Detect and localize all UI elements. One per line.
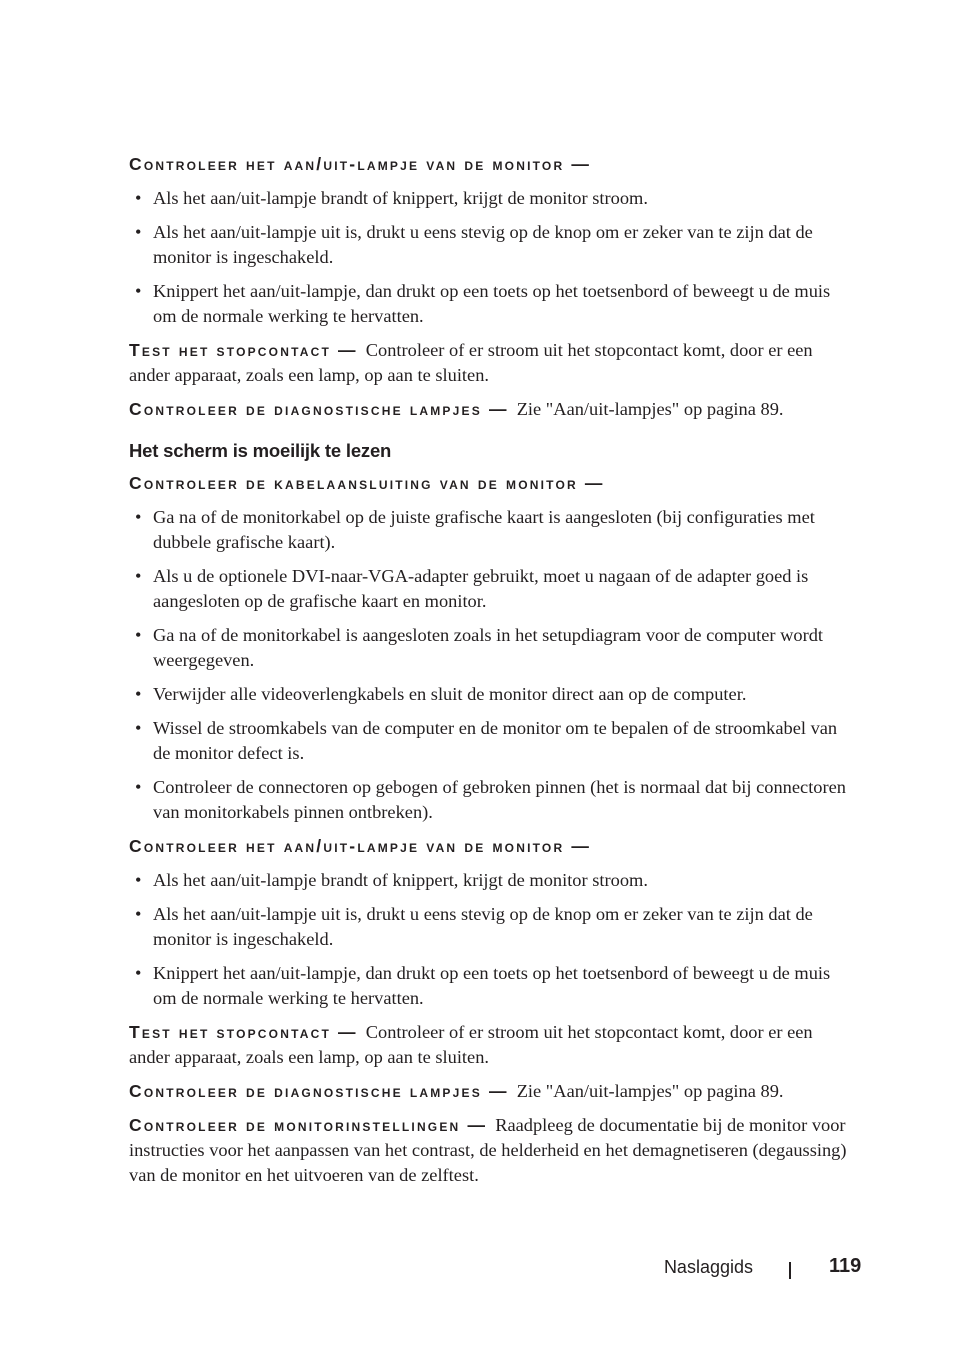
check-diag-lights-paragraph xyxy=(129,397,853,422)
list-item: • Knippert het aan/uit-lampje, dan drukt op een toets op het toetsenbord of beweegt u de muis om de normale werking te hervatten. xyxy=(129,961,853,1011)
power-light-bullet-list-2 xyxy=(129,868,853,1011)
test-outlet-text: Controleer of er stroom uit het stopcontact komt, door er een ander apparaat, zoals een lamp, op aan te sluiten. xyxy=(129,340,813,385)
section-heading: Het scherm is moeilijk te lezen xyxy=(129,440,392,461)
list-item: • Wissel de stroomkabels van de computer en de monitor om te bepalen of de stroomkabel van de monitor defect is. xyxy=(129,716,853,766)
check-cable-label: Controleer de kabelaansluiting van de monitor — xyxy=(129,473,605,493)
test-outlet-paragraph xyxy=(129,338,853,388)
list-item: • Controleer de connectoren op gebogen of gebroken pinnen (het is normaal dat bij connectoren van monitorkabels pinnen ontbreken). xyxy=(129,775,853,825)
list-item: • Ga na of de monitorkabel is aangesloten zoals in het setupdiagram voor de computer wordt weergegeven. xyxy=(129,623,853,673)
list-item: • Als u de optionele DVI-naar-VGA-adapter gebruikt, moet u nagaan of de adapter goed is aangesloten op de grafische kaart en monitor. xyxy=(129,564,853,614)
check-power-light-label: Controleer het aan/uit-lampje van de monitor — xyxy=(129,154,592,174)
list-item: • Knippert het aan/uit-lampje, dan drukt op een toets op het toetsenbord of beweegt u de muis om de normale werking te hervatten. xyxy=(129,279,853,329)
check-settings-text: Raadpleeg de documentatie bij de monitor voor instructies voor het aanpassen van het contrast, de helderheid en het demagnetiseren (degaussing) van de monitor en het uitvoeren van de zelftest. xyxy=(129,1115,847,1185)
test-outlet-text-2: Controleer of er stroom uit het stopcontact komt, door er een ander apparaat, zoals een lamp, op aan te sluiten. xyxy=(129,1022,813,1067)
check-diag-lights-paragraph-2 xyxy=(129,1079,853,1104)
test-outlet-paragraph-2 xyxy=(129,1020,853,1070)
check-power-light-label-2: Controleer het aan/uit-lampje van de monitor — xyxy=(129,836,592,856)
list-item: • Als het aan/uit-lampje brandt of knippert, krijgt de monitor stroom. xyxy=(129,186,853,211)
footer-separator xyxy=(789,1262,791,1279)
page-footer xyxy=(0,1254,954,1284)
test-outlet-label: Test het stopcontact — xyxy=(129,340,358,360)
check-diag-lights-text: Zie "Aan/uit-lampjes" op pagina 89. xyxy=(516,399,784,419)
page-content xyxy=(129,152,853,1197)
list-item: • Verwijder alle videoverlengkabels en sluit de monitor direct aan op de computer. xyxy=(129,682,853,707)
footer-guide-title: Naslaggids xyxy=(663,1257,753,1277)
power-light-bullet-list xyxy=(129,186,853,329)
list-item: • Ga na of de monitorkabel op de juiste grafische kaart is aangesloten (bij configuraties met dubbele grafische kaart). xyxy=(129,505,853,555)
check-power-light-label-line xyxy=(129,152,853,177)
list-item: • Als het aan/uit-lampje uit is, drukt u eens stevig op de knop om er zeker van te zijn dat de monitor is ingeschakeld. xyxy=(129,902,853,952)
list-item: • Als het aan/uit-lampje brandt of knippert, krijgt de monitor stroom. xyxy=(129,868,853,893)
test-outlet-label-2: Test het stopcontact — xyxy=(129,1022,358,1042)
check-settings-label: Controleer de monitorinstellingen — xyxy=(129,1115,488,1135)
check-cable-label-line xyxy=(129,471,853,496)
check-diag-lights-label-2: Controleer de diagnostische lampjes — xyxy=(129,1081,509,1101)
page-number: 119 xyxy=(829,1255,862,1277)
check-diag-lights-text-2: Zie "Aan/uit-lampjes" op pagina 89. xyxy=(516,1081,784,1101)
cable-bullet-list xyxy=(129,505,853,825)
check-power-light-label-line-2 xyxy=(129,834,853,859)
check-diag-lights-label: Controleer de diagnostische lampjes — xyxy=(129,399,509,419)
list-item: • Als het aan/uit-lampje uit is, drukt u eens stevig op de knop om er zeker van te zijn dat de monitor is ingeschakeld. xyxy=(129,220,853,270)
check-settings-paragraph xyxy=(129,1113,853,1188)
